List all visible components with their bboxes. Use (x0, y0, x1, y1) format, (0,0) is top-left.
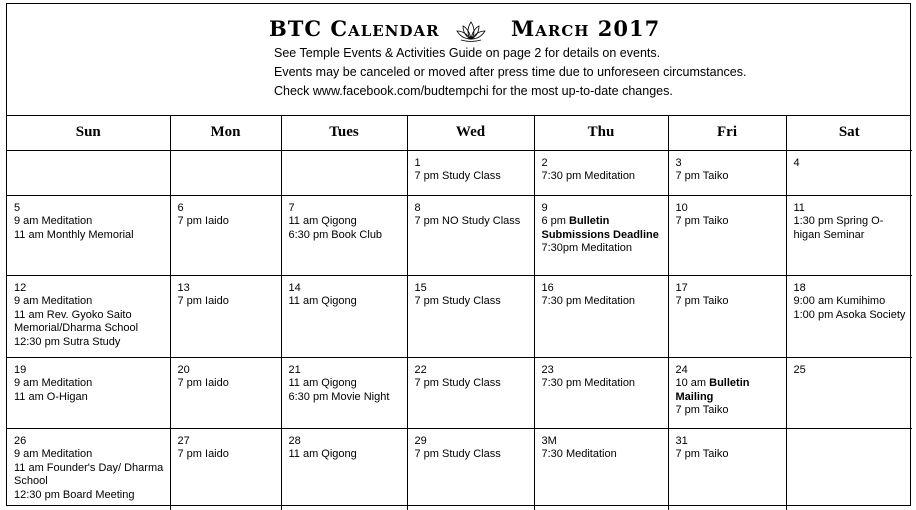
day-number: 26 (14, 435, 27, 447)
day-number: 11 (793, 202, 805, 214)
event-item: 7:30 Meditation (541, 448, 617, 461)
day-number: 8 (414, 202, 421, 214)
day-number: 28 (288, 435, 301, 447)
day-number: 13 (177, 282, 190, 294)
day-cell (786, 196, 912, 276)
day-number: 7 (288, 202, 295, 214)
event-item: 9 am Meditation (14, 377, 93, 390)
day-cell (170, 196, 281, 276)
event-item: 7 pm Study Class (414, 295, 501, 308)
weekday-header: Wed (407, 115, 534, 151)
day-number: 3 (675, 157, 682, 169)
week-row (7, 151, 912, 196)
day-cell (786, 358, 912, 429)
day-number: 31 (675, 435, 688, 447)
event-item: 12:30 pm Sutra Study (14, 335, 121, 348)
event-item: 1:00 pm Asoka Society (793, 308, 906, 321)
day-cell (534, 151, 668, 196)
day-number: 27 (177, 435, 190, 447)
day-cell (7, 276, 170, 358)
day-number: 1 (414, 157, 421, 169)
event-item: 7 pm Iaido (177, 215, 229, 228)
day-number: 24 (675, 364, 688, 376)
day-cell (534, 358, 668, 429)
event-item: 6:30 pm Book Club (288, 228, 383, 241)
day-cell (407, 429, 534, 510)
week-row (7, 276, 912, 358)
day-cell (170, 151, 281, 196)
weekday-header: Thu (534, 115, 668, 151)
event-item: 11 am Monthly Memorial (14, 228, 134, 241)
weekday-header: Sun (7, 115, 170, 151)
event-item: 7 pm NO Study Class (414, 215, 521, 228)
day-cell (668, 196, 786, 276)
day-cell (534, 276, 668, 358)
day-cell (281, 196, 407, 276)
calendar-month: March 2017 (511, 16, 661, 41)
event-item: 7 pm Study Class (414, 377, 501, 390)
calendar-grid (7, 115, 912, 510)
day-cell (7, 196, 170, 276)
day-number: 4 (793, 157, 800, 169)
event-item: 9 am Meditation (14, 215, 93, 228)
event-item: 1:30 pm Spring O-higan Seminar (793, 215, 884, 241)
day-number: 3M (541, 435, 557, 447)
day-number: 18 (793, 282, 806, 294)
day-cell (786, 151, 912, 196)
day-number: 17 (675, 282, 688, 294)
day-number: 2 (541, 157, 548, 169)
day-number: 29 (414, 435, 427, 447)
day-number: 22 (414, 364, 427, 376)
event-item: 7 pm Taiko (675, 448, 729, 461)
day-cell (407, 151, 534, 196)
event-item: 7:30pm Meditation (541, 242, 632, 255)
weekday-header: Fri (668, 115, 786, 151)
day-cell (170, 276, 281, 358)
event-item: 11 am Qigong (288, 215, 357, 228)
day-cell (786, 429, 912, 510)
event-item: 11 am Qigong (288, 377, 357, 390)
event-item: 9 am Meditation (14, 295, 93, 308)
day-number: 20 (177, 364, 190, 376)
event-item: 7 pm Taiko (675, 404, 729, 417)
day-number: 16 (541, 282, 554, 294)
calendar-frame (6, 3, 911, 506)
day-cell (7, 151, 170, 196)
day-cell (7, 429, 170, 510)
day-cell (281, 151, 407, 196)
event-item: 11 am Founder's Day/ Dharma School (14, 461, 164, 488)
event-item: 11 am Qigong (288, 448, 357, 461)
day-number: 23 (541, 364, 554, 376)
weekday-header-row (7, 115, 912, 151)
day-number: 15 (414, 282, 427, 294)
event-item: 7 pm Taiko (675, 215, 729, 228)
day-cell (407, 276, 534, 358)
day-number: 19 (14, 364, 27, 376)
day-number: 12 (14, 282, 27, 294)
day-cell (170, 358, 281, 429)
day-number: 9 (541, 202, 548, 214)
day-cell (534, 429, 668, 510)
event-item: 9 am Meditation (14, 448, 93, 461)
day-cell (170, 429, 281, 510)
day-number: 21 (288, 364, 301, 376)
day-cell (668, 151, 786, 196)
day-number: 25 (793, 364, 806, 376)
calendar-header (7, 4, 910, 116)
event-item: 6:30 pm Movie Night (288, 390, 390, 403)
day-cell (668, 429, 786, 510)
weekday-header: Tues (281, 115, 407, 151)
day-cell (407, 196, 534, 276)
day-number: 10 (675, 202, 688, 214)
event-item: 7:30 pm Meditation (541, 295, 636, 308)
day-cell (786, 276, 912, 358)
day-cell (281, 276, 407, 358)
event-item: 7 pm Iaido (177, 377, 229, 390)
day-number: 5 (14, 202, 21, 214)
event-item: 11 am O-Higan (14, 390, 88, 403)
day-cell (407, 358, 534, 429)
event-item: 7:30 pm Meditation (541, 377, 636, 390)
event-item: 11 am Rev. Gyoko Saito Memorial/Dharma School (14, 308, 139, 335)
day-cell (281, 358, 407, 429)
weekday-header: Sat (786, 115, 912, 151)
event-item: 7 pm Iaido (177, 295, 229, 308)
lotus-icon (455, 18, 487, 44)
event-item: 7 pm Taiko (675, 170, 729, 183)
event-item: 9:00 am Kumihimo (793, 295, 886, 308)
note-line: See Temple Events & Activities Guide on page 2 for details on events. (274, 46, 661, 60)
event-item: 11 am Qigong (288, 295, 357, 308)
day-cell (668, 358, 786, 429)
day-number: 6 (177, 202, 184, 214)
event-item: 7:30 pm Meditation (541, 170, 636, 183)
week-row (7, 358, 912, 429)
day-cell (534, 196, 668, 276)
day-cell (281, 429, 407, 510)
day-number: 14 (288, 282, 301, 294)
event-item: 10 am Bulletin Mailing (675, 377, 750, 403)
day-cell (7, 358, 170, 429)
week-row (7, 196, 912, 276)
event-item: 7 pm Study Class (414, 170, 501, 183)
note-line: Events may be canceled or moved after press time due to unforeseen circumstances. (274, 65, 747, 79)
note-line: Check www.facebook.com/budtempchi for the most up-to-date changes. (274, 84, 673, 98)
weekday-header: Mon (170, 115, 281, 151)
week-row (7, 429, 912, 510)
day-cell (668, 276, 786, 358)
event-item: 7 pm Iaido (177, 448, 229, 461)
event-item: 7 pm Study Class (414, 448, 501, 461)
event-item: 6 pm Bulletin Submissions Deadline (541, 215, 659, 241)
event-item: 12:30 pm Board Meeting (14, 488, 135, 501)
calendar-title: BTC Calendar (269, 16, 440, 41)
event-item: 7 pm Taiko (675, 295, 729, 308)
